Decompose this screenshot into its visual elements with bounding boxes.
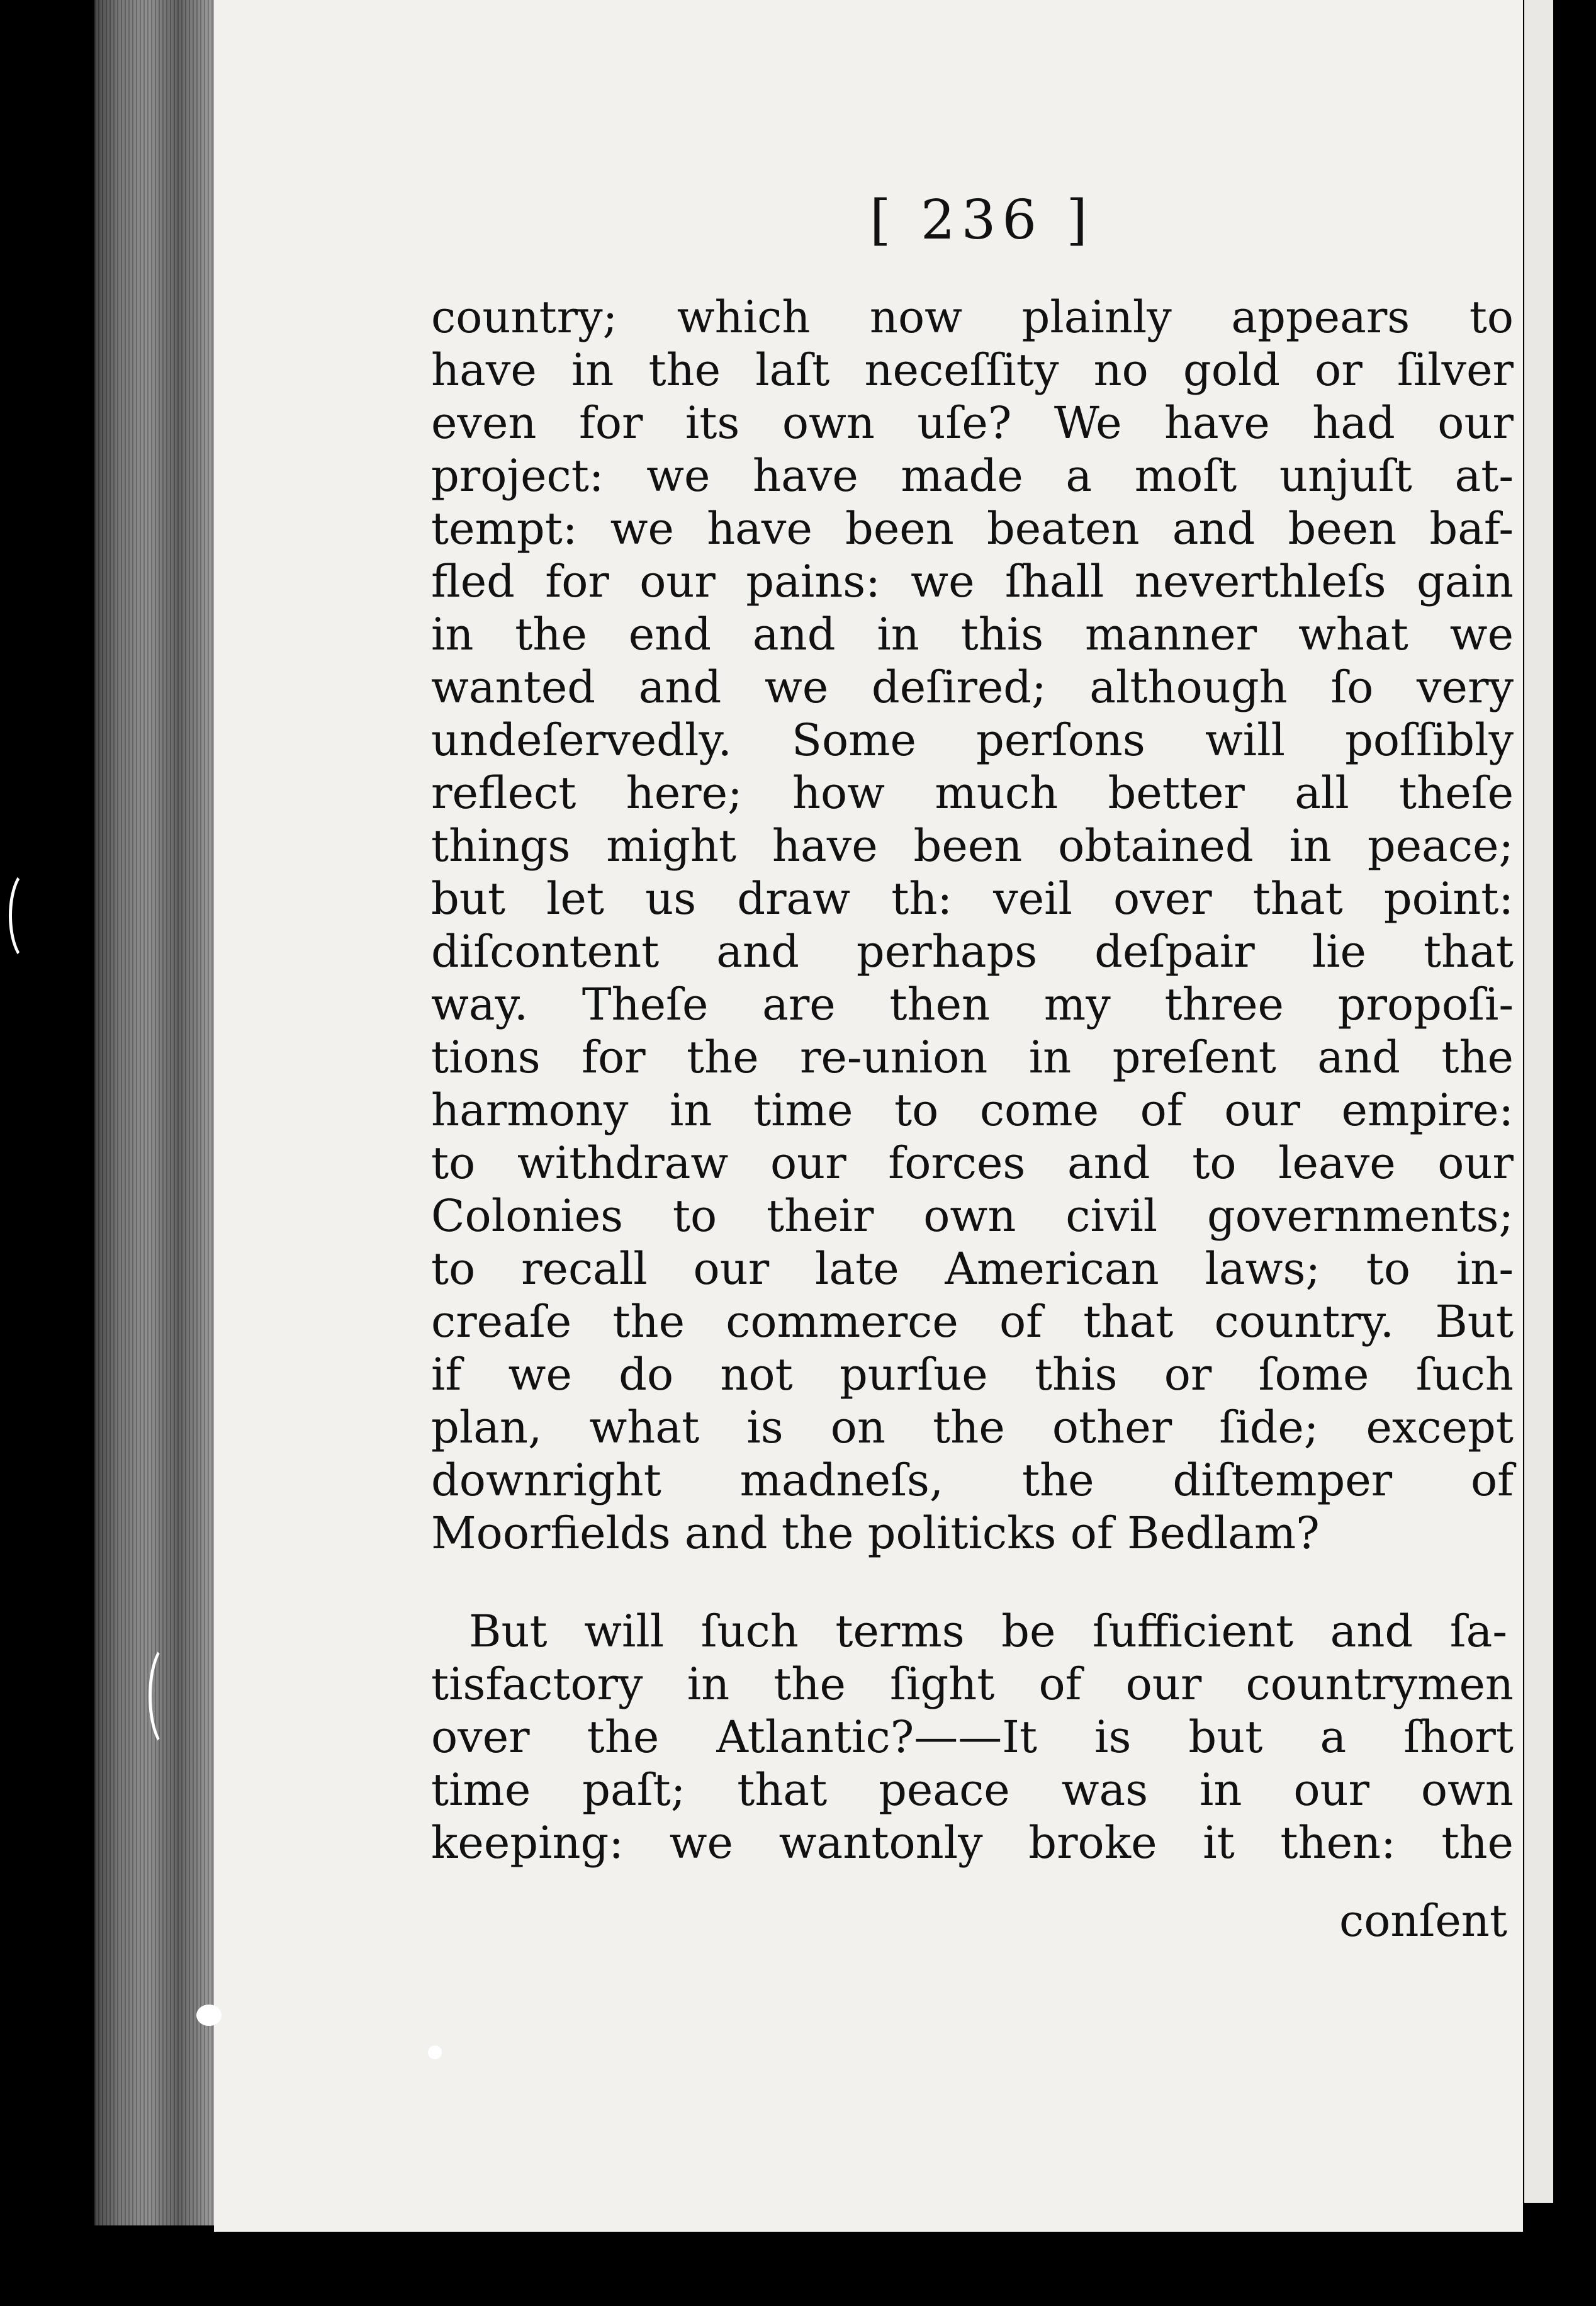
- text-line: plan, what is on the other ſide; except: [431, 1402, 1514, 1453]
- text-line: undeſervedly. Some perſons will poſſibly: [431, 714, 1514, 766]
- text-line: wanted and we deſired; although ſo very: [431, 661, 1514, 713]
- text-line: keeping: we wantonly broke it then: the: [431, 1817, 1514, 1869]
- scan-artifact-mark: [9, 869, 50, 963]
- text-line: fled for our pains: we ſhall neverthleſs gain: [431, 556, 1514, 607]
- text-line: even for its own uſe? We have had our: [431, 397, 1514, 449]
- text-line: things might have been obtained in peace;: [431, 820, 1514, 872]
- scan-artifact-dot: [428, 2045, 442, 2059]
- text-line: reflect here; how much better all theſe: [431, 767, 1514, 819]
- text-line: country; which now plainly appears to: [431, 291, 1514, 343]
- book-page: [214, 0, 1523, 2232]
- text-line: way. Theſe are then my three propoſi-: [431, 979, 1514, 1030]
- text-line: tions for the re-union in preſent and the: [431, 1032, 1514, 1083]
- text-line: but let us draw th: veil over that point:: [431, 873, 1514, 925]
- text-line: time paſt; that peace was in our own: [431, 1764, 1514, 1816]
- page-text: [214, 0, 1523, 2232]
- text-line: downright madneſs, the diſtemper of: [431, 1454, 1514, 1506]
- scan-bottom-border: [0, 2232, 1596, 2306]
- book-gutter-texture: [94, 0, 214, 2225]
- catchword: conſent: [1339, 1895, 1507, 1947]
- text-line: tempt: we have been beaten and been baf-: [431, 503, 1514, 554]
- text-line: to withdraw our forces and to leave our: [431, 1137, 1514, 1189]
- text-line: to recall our late American laws; to in-: [431, 1243, 1514, 1295]
- text-line: Colonies to their own civil governments;: [431, 1190, 1514, 1242]
- facing-page-edge: [1524, 0, 1553, 2203]
- text-line: diſcontent and perhaps deſpair lie that: [431, 926, 1514, 977]
- text-line: harmony in time to come of our empire:: [431, 1084, 1514, 1136]
- text-line: project: we have made a moſt unjuſt at-: [431, 450, 1514, 502]
- text-line: if we do not purſue this or ſome ſuch: [431, 1349, 1514, 1400]
- text-line: But will ſuch terms be ſufficient and ſa-: [469, 1606, 1507, 1657]
- page-number-header: [ 236 ]: [870, 189, 1094, 252]
- text-line: have in the laſt neceſſity no gold or ſilver: [431, 344, 1514, 396]
- scan-artifact-dot: [196, 2005, 222, 2026]
- text-line: over the Atlantic?——It is but a ſhort: [431, 1711, 1514, 1763]
- text-line: in the end and in this manner what we: [431, 609, 1514, 660]
- text-line: creaſe the commerce of that country. But: [431, 1296, 1514, 1347]
- text-line: Moorfields and the politicks of Bedlam?: [431, 1507, 1320, 1559]
- text-line: tisfactory in the ſight of our countrymen: [431, 1658, 1514, 1710]
- scan-artifact-mark: [149, 1643, 189, 1750]
